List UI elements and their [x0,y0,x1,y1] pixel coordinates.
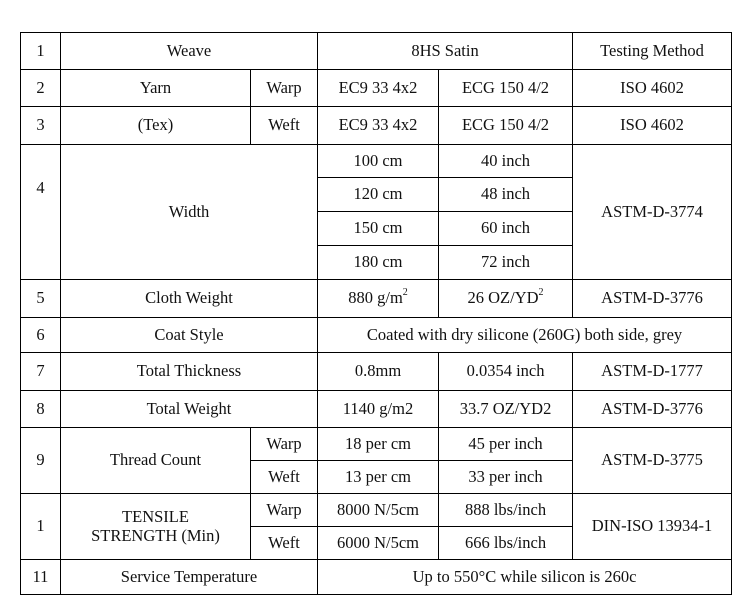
sub-label: Warp [251,428,318,461]
imperial-value: 48 inch [439,178,573,212]
row-yarn-warp [21,70,732,107]
property-value: Up to 550°C while silicon is 260c [318,560,732,595]
imperial-value: 33.7 OZ/YD2 [439,391,573,428]
property-label: Yarn [61,70,251,107]
imperial-value: 666 lbs/inch [439,527,573,560]
imperial-value: 33 per inch [439,461,573,494]
superscript: 2 [402,287,408,299]
property-label: Weave [61,33,318,70]
sub-label: Weft [251,461,318,494]
property-label: (Tex) [61,107,251,145]
sub-label: Weft [251,527,318,560]
property-label: Width [61,145,318,280]
sub-label: Weft [251,107,318,145]
testing-method: ASTM-D-1777 [573,353,732,391]
imperial-value: 72 inch [439,246,573,280]
label-line: STRENGTH (Min) [91,525,220,545]
imperial-value: ECG 150 4/2 [439,107,573,145]
row-thread-count [21,428,732,461]
row-number: 7 [21,353,61,391]
testing-method: ASTM-D-3776 [573,391,732,428]
row-number: 2 [21,70,61,107]
row-total-weight [21,391,732,428]
metric-text: 880 g/m [348,288,403,308]
metric-value: 100 cm [318,145,439,178]
imperial-value: 45 per inch [439,428,573,461]
property-label: Total Thickness [61,353,318,391]
row-tensile-strength [21,494,732,527]
imperial-value: 60 inch [439,212,573,246]
metric-value: 6000 N/5cm [318,527,439,560]
testing-method-header: Testing Method [573,33,732,70]
metric-value: 0.8mm [318,353,439,391]
row-number: 11 [21,560,61,595]
property-label: Coat Style [61,318,318,353]
sub-label: Warp [251,70,318,107]
row-width [21,145,732,178]
row-cloth-weight [21,280,732,318]
imperial-text: 26 OZ/YD [467,288,539,308]
metric-value [318,280,439,318]
metric-value: 120 cm [318,178,439,212]
property-value: 8HS Satin [318,33,573,70]
property-label: Cloth Weight [61,280,318,318]
row-number: 1 [21,494,61,560]
metric-value: 1140 g/m2 [318,391,439,428]
specification-table [20,32,732,595]
imperial-value: 0.0354 inch [439,353,573,391]
testing-method: ISO 4602 [573,107,732,145]
property-label [61,494,251,560]
row-number: 4 [21,145,61,280]
metric-value: 150 cm [318,212,439,246]
metric-value: 13 per cm [318,461,439,494]
metric-value: 8000 N/5cm [318,494,439,527]
property-label: Thread Count [61,428,251,494]
row-service-temperature [21,560,732,595]
row-number: 5 [21,280,61,318]
superscript: 2 [538,287,544,299]
property-label: Total Weight [61,391,318,428]
row-number: 6 [21,318,61,353]
row-coat-style [21,318,732,353]
testing-method: ISO 4602 [573,70,732,107]
label-line: TENSILE [122,506,189,526]
row-weave [21,33,732,70]
metric-value: 180 cm [318,246,439,280]
imperial-value: 40 inch [439,145,573,178]
imperial-value: ECG 150 4/2 [439,70,573,107]
testing-method: ASTM-D-3776 [573,280,732,318]
testing-method: ASTM-D-3774 [573,145,732,280]
metric-value: 18 per cm [318,428,439,461]
metric-value: EC9 33 4x2 [318,70,439,107]
imperial-value [439,280,573,318]
row-number: 8 [21,391,61,428]
property-label: Service Temperature [61,560,318,595]
row-number: 9 [21,428,61,494]
metric-value: EC9 33 4x2 [318,107,439,145]
row-total-thickness [21,353,732,391]
imperial-value: 888 lbs/inch [439,494,573,527]
property-value: Coated with dry silicone (260G) both side, grey [318,318,732,353]
row-yarn-weft [21,107,732,145]
row-number: 3 [21,107,61,145]
testing-method: DIN-ISO 13934-1 [573,494,732,560]
testing-method: ASTM-D-3775 [573,428,732,494]
sub-label: Warp [251,494,318,527]
row-number: 1 [21,33,61,70]
